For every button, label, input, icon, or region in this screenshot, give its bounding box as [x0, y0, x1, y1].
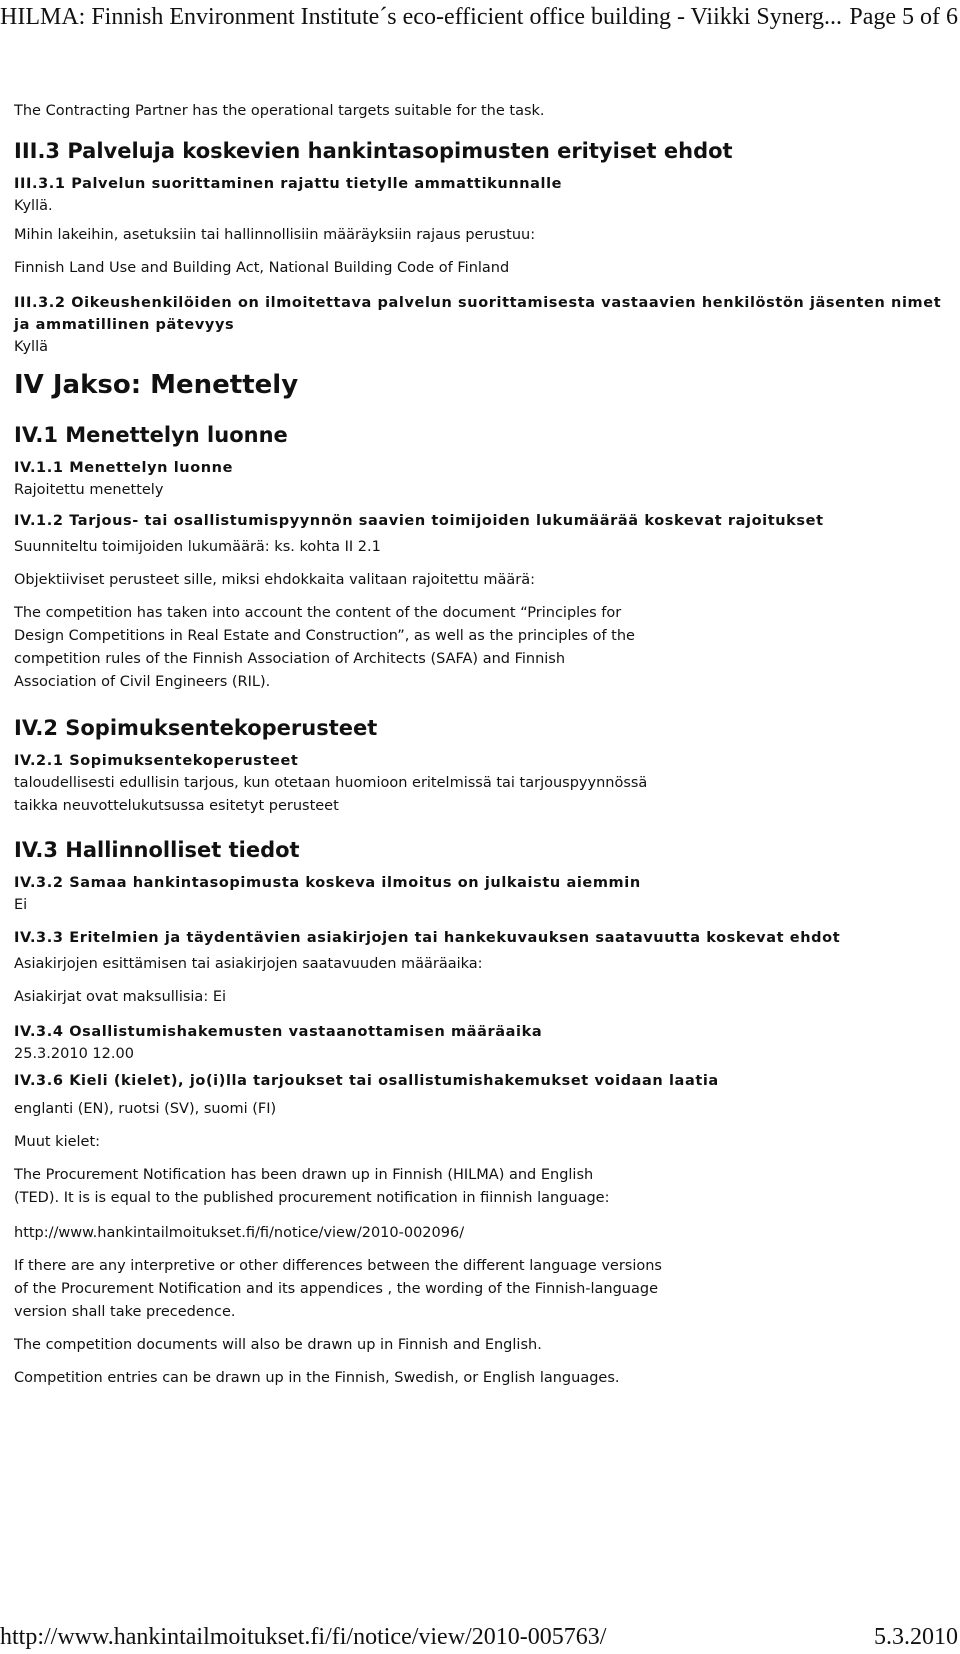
answer-text: Finnish Land Use and Building Act, National Building Code of Finland: [14, 260, 510, 276]
footer-date: 5.3.2010: [874, 1624, 958, 1650]
page-footer: [0, 1620, 960, 1654]
subsection-heading-iv-3-3: IV.3.3 Eritelmien ja täydentävien asiakirjojen tai hankekuvauksen saatavuutta koskevat ehdot: [14, 930, 841, 946]
value-text: englanti (EN), ruotsi (SV), suomi (FI): [14, 1101, 277, 1117]
document-body: [14, 100, 944, 1390]
page-header: [0, 0, 960, 34]
subsection-heading-iv-2-1: IV.2.1 Sopimuksentekoperusteet: [14, 753, 299, 769]
paragraph-line: competition rules of the Finnish Association of Architects (SAFA) and Finnish: [14, 651, 566, 667]
subsection-heading-iv-3-2: IV.3.2 Samaa hankintasopimusta koskeva ilmoitus on julkaistu aiemmin: [14, 875, 641, 891]
footer-url: http://www.hankintailmoitukset.fi/fi/notice/view/2010-005763/: [0, 1624, 607, 1650]
value-text: Asiakirjat ovat maksullisia: Ei: [14, 989, 227, 1005]
notice-url: http://www.hankintailmoitukset.fi/fi/notice/view/2010-002096/: [14, 1225, 465, 1241]
value-text: Kyllä.: [14, 198, 53, 214]
value-text: Ei: [14, 897, 28, 913]
value-text: 25.3.2010 12.00: [14, 1046, 134, 1062]
subsection-heading-iv-1-1: IV.1.1 Menettelyn luonne: [14, 460, 234, 476]
page-number: Page 5 of 6: [849, 4, 958, 30]
value-text: Asiakirjojen esittämisen tai asiakirjojen saatavuuden määräaika:: [14, 956, 483, 972]
paragraph-line: of the Procurement Notification and its appendices , the wording of the Finnish-language: [14, 1281, 659, 1297]
paragraph-line: taikka neuvottelukutsussa esitetyt perusteet: [14, 798, 339, 814]
value-text: Rajoitettu menettely: [14, 482, 164, 498]
paragraph-line: version shall take precedence.: [14, 1304, 236, 1320]
value-text: Objektiiviset perusteet sille, miksi ehdokkaita valitaan rajoitettu määrä:: [14, 572, 536, 588]
value-text: Competition entries can be drawn up in the Finnish, Swedish, or English languages.: [14, 1370, 620, 1386]
value-text: Kyllä: [14, 339, 48, 355]
value-text: Suunniteltu toimijoiden lukumäärä: ks. kohta II 2.1: [14, 539, 381, 555]
paragraph-line: The competition has taken into account the content of the document “Principles for: [14, 605, 622, 621]
document-title: HILMA: Finnish Environment Institute´s eco-efficient office building - Viikki Synerg...: [0, 4, 842, 30]
paragraph-line: Design Competitions in Real Estate and Construction”, as well as the principles of the: [14, 628, 635, 644]
intro-text: The Contracting Partner has the operational targets suitable for the task.: [14, 103, 545, 119]
question-text: Mihin lakeihin, asetuksiin tai hallinnollisiin määräyksiin rajaus perustuu:: [14, 227, 536, 243]
subsection-heading-iv-3-6: IV.3.6 Kieli (kielet), jo(i)lla tarjoukset tai osallistumishakemukset voidaan laatia: [14, 1073, 719, 1089]
paragraph-line: If there are any interpretive or other differences between the different language versions: [14, 1258, 662, 1274]
section-heading-iv-1: IV.1 Menettelyn luonne: [14, 423, 288, 447]
section-heading-iv: IV Jakso: Menettely: [14, 370, 299, 400]
subsection-heading-iv-1-2: IV.1.2 Tarjous- tai osallistumispyynnön saavien toimijoiden lukumäärää koskevat rajoitukset: [14, 513, 824, 529]
section-heading-iii-3: III.3 Palveluja koskevien hankintasopimusten erityiset ehdot: [14, 139, 733, 163]
subsection-heading-iii-3-2: III.3.2 Oikeushenkilöiden on ilmoitettava palvelun suorittamisesta vastaavien henkilöstön jäsenten nimet ja ammatillinen pätevyys: [14, 295, 942, 333]
value-text: Muut kielet:: [14, 1134, 101, 1150]
paragraph-line: (TED). It is is equal to the published procurement notification in fiinnish language:: [14, 1190, 610, 1206]
paragraph-line: Association of Civil Engineers (RIL).: [14, 674, 271, 690]
value-text: The competition documents will also be drawn up in Finnish and English.: [14, 1337, 542, 1353]
section-heading-iv-3: IV.3 Hallinnolliset tiedot: [14, 838, 300, 862]
subsection-heading-iii-3-1: III.3.1 Palvelun suorittaminen rajattu tietylle ammattikunnalle: [14, 176, 563, 192]
paragraph-line: The Procurement Notification has been drawn up in Finnish (HILMA) and English: [14, 1167, 594, 1183]
subsection-heading-iv-3-4: IV.3.4 Osallistumishakemusten vastaanottamisen määräaika: [14, 1024, 543, 1040]
section-heading-iv-2: IV.2 Sopimuksentekoperusteet: [14, 716, 378, 740]
paragraph-line: taloudellisesti edullisin tarjous, kun otetaan huomioon eritelmissä tai tarjouspyynnössä: [14, 775, 648, 791]
